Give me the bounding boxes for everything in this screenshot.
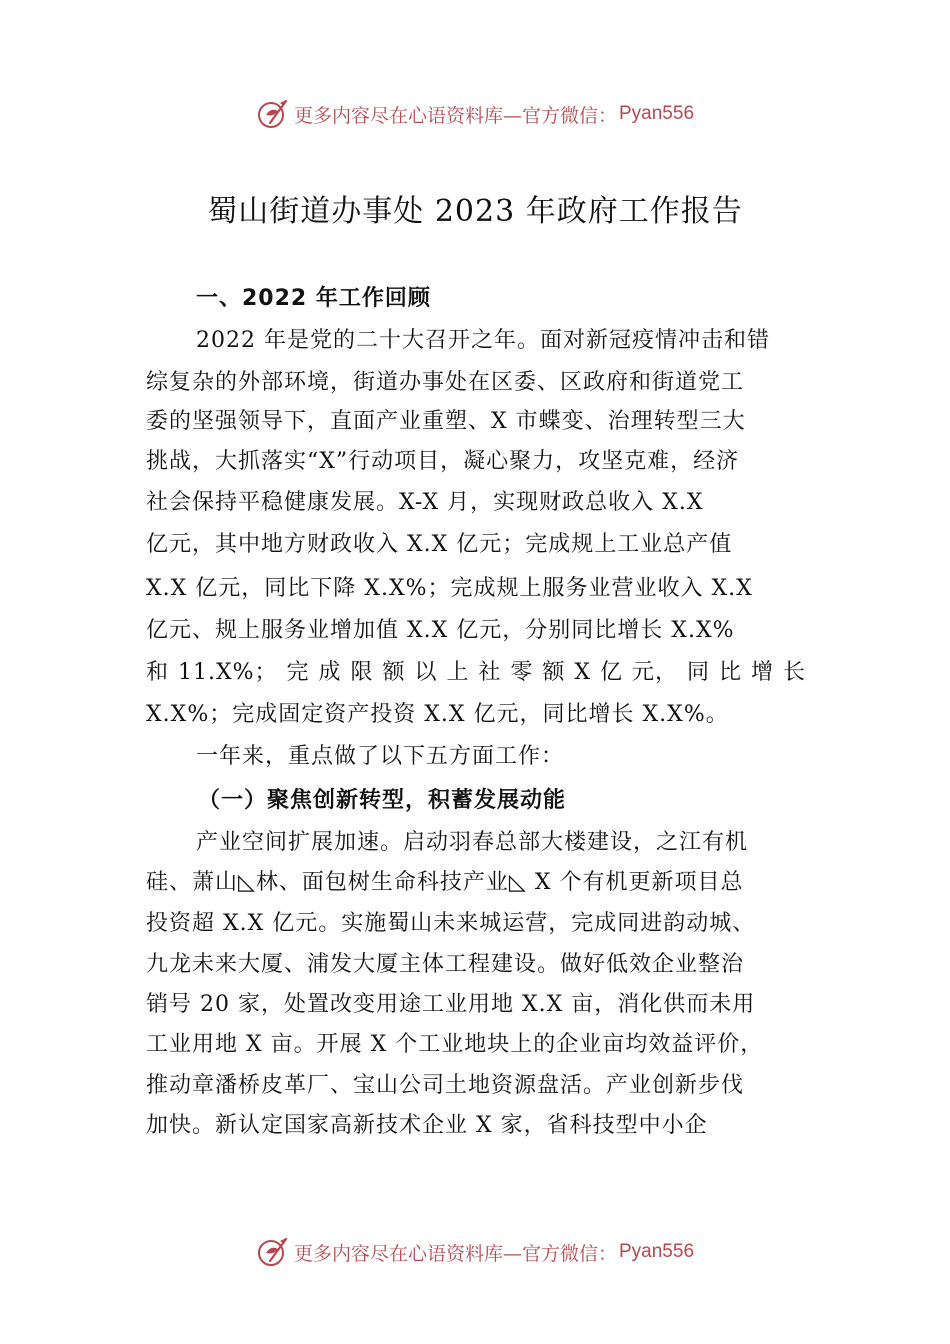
word: 长 — [782, 660, 806, 685]
word: X — [574, 660, 592, 685]
subsection-heading: （一）聚焦创新转型，积蓄发展动能 — [198, 787, 567, 813]
word: 成 — [318, 660, 342, 685]
paragraph-line: X.X 亿元，同比下降 X.X%；完成规上服务业营业收入 X.X — [146, 576, 753, 601]
watermark-banner-bottom — [0, 1232, 950, 1272]
paragraph-line: 加快。新认定国家高新技术企业 X 家，省科技型中小企 — [146, 1113, 708, 1138]
watermark-wechat-id: Pyan556 — [619, 103, 695, 124]
paragraph-line: 一年来，重点做了以下五方面工作： — [196, 744, 565, 769]
paragraph-line: 委的坚强领导下，直面产业重塑、X 市蝶变、治理转型三大 — [146, 409, 746, 434]
paragraph-line: 2022 年是党的二十大召开之年。面对新冠疫情冲击和错 — [196, 328, 770, 353]
word: 社 — [478, 660, 502, 685]
watermark-text: 更多内容尽在心语资料库—官方微信： — [293, 104, 617, 127]
paragraph-line: 工业用地 X 亩。开展 X 个工业地块上的企业亩均效益评价， — [146, 1032, 764, 1057]
word: 比 — [718, 660, 742, 685]
word: 元， — [632, 660, 679, 685]
watermark-banner-top — [0, 94, 950, 134]
page-title: 蜀山街道办事处 2023 年政府工作报告 — [207, 194, 743, 229]
word: 以 — [414, 660, 438, 685]
paragraph-line: 社会保持平稳健康发展。X-X 月，实现财政总收入 X.X — [146, 490, 704, 515]
word: 零 — [510, 660, 534, 685]
paragraph-line: X.X%；完成固定资产投资 X.X 亿元，同比增长 X.X%。 — [146, 702, 729, 727]
word: 上 — [446, 660, 470, 685]
paragraph-line: 产业空间扩展加速。启动羽春总部大楼建设，之江有机 — [196, 830, 749, 855]
paragraph-line: 销号 20 家，处置改变用途工业用地 X.X 亩，消化供而未用 — [146, 992, 756, 1017]
paragraph-line-justified — [146, 658, 806, 688]
word: 和 — [146, 660, 170, 685]
paragraph-line: 投资超 X.X 亿元。实施蜀山未来城运营，完成同进韵动城、 — [146, 911, 756, 936]
quill-seal-icon — [256, 97, 290, 131]
section-heading: 一、2022 年工作回顾 — [196, 286, 431, 311]
paragraph-line: 亿元、规上服务业增加值 X.X 亿元，分别同比增长 X.X% — [146, 618, 735, 643]
word: 11.X%； — [177, 660, 278, 685]
word: 亿 — [600, 660, 624, 685]
paragraph-line: 挑战，大抓落实“X”行动项目，凝心聚力，攻坚克难，经济 — [146, 449, 740, 474]
paragraph-line: 综复杂的外部环境，街道办事处在区委、区政府和街道党工 — [146, 370, 745, 395]
word: 完 — [286, 660, 310, 685]
paragraph-line: 亿元，其中地方财政收入 X.X 亿元；完成规上工业总产值 — [146, 532, 733, 557]
word: 增 — [750, 660, 774, 685]
word: 额 — [542, 660, 566, 685]
word: 同 — [686, 660, 710, 685]
word: 额 — [382, 660, 406, 685]
watermark-wechat-id: Pyan556 — [619, 1241, 695, 1262]
watermark-text: 更多内容尽在心语资料库—官方微信： — [293, 1242, 617, 1265]
paragraph-line: 硅、萧山◺林、面包树生命科技产业◺ X 个有机更新项目总 — [146, 870, 744, 895]
quill-seal-icon — [256, 1235, 290, 1269]
word: 限 — [350, 660, 374, 685]
paragraph-line: 推动章潘桥皮革厂、宝山公司土地资源盘活。产业创新步伐 — [146, 1073, 745, 1098]
paragraph-line: 九龙未来大厦、浦发大厦主体工程建设。做好低效企业整治 — [146, 952, 745, 977]
